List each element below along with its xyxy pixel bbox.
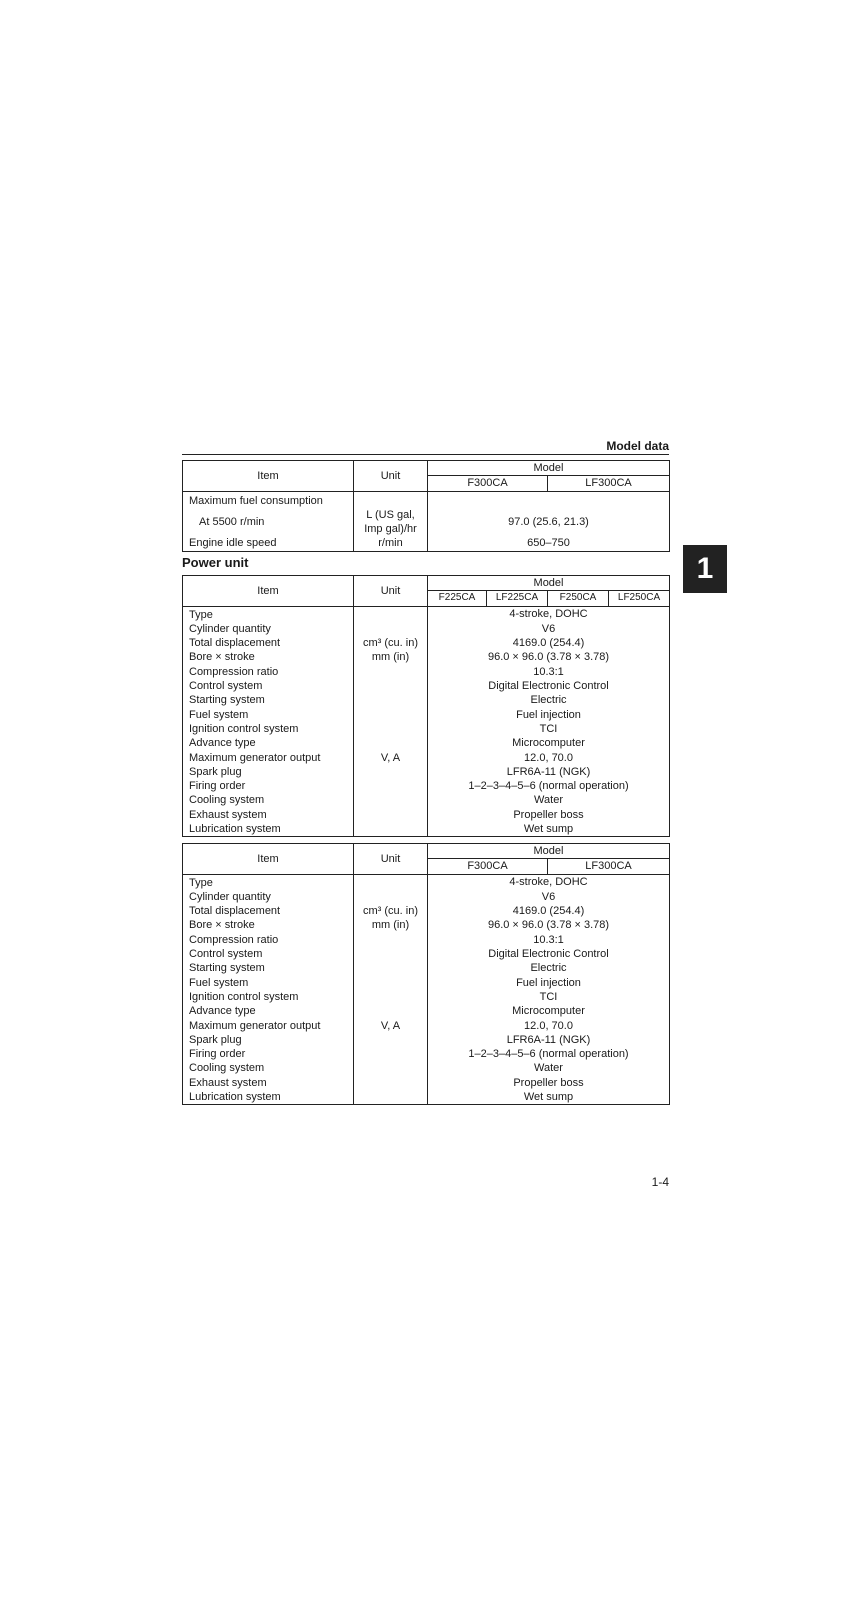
- value-cell: 10.3:1: [428, 933, 670, 947]
- column-header-model: Model: [428, 461, 670, 476]
- column-header-unit: Unit: [354, 844, 428, 875]
- unit-cell: [354, 679, 428, 693]
- table-row: [183, 650, 670, 664]
- table-row: [183, 1019, 670, 1033]
- item-cell: Ignition control system: [183, 722, 354, 736]
- table-row: [183, 665, 670, 679]
- item-cell: Type: [183, 874, 354, 890]
- item-cell: Total displacement: [183, 636, 354, 650]
- table-row: [183, 751, 670, 765]
- table-row: [183, 1061, 670, 1075]
- item-cell: Starting system: [183, 961, 354, 975]
- page-number: 1-4: [651, 1175, 669, 1189]
- model-name: LF300CA: [548, 859, 670, 874]
- power-unit-table-b: [182, 843, 670, 1105]
- item-cell: Firing order: [183, 1047, 354, 1061]
- unit-cell: cm³ (cu. in): [354, 636, 428, 650]
- value-cell: Fuel injection: [428, 976, 670, 990]
- item-cell: Fuel system: [183, 708, 354, 722]
- table-header-row: [183, 844, 670, 859]
- unit-cell: mm (in): [354, 918, 428, 932]
- value-cell: 4169.0 (254.4): [428, 636, 670, 650]
- model-name: F300CA: [428, 859, 548, 874]
- item-cell: Engine idle speed: [183, 536, 354, 551]
- item-cell: Bore × stroke: [183, 918, 354, 932]
- item-cell: Spark plug: [183, 765, 354, 779]
- item-cell: Lubrication system: [183, 1090, 354, 1105]
- value-cell: Wet sump: [428, 1090, 670, 1105]
- column-header-model: Model: [428, 576, 670, 591]
- item-cell: Compression ratio: [183, 665, 354, 679]
- table-row: [183, 890, 670, 904]
- model-name: LF250CA: [609, 591, 670, 606]
- table-row: [183, 736, 670, 750]
- unit-cell: [354, 708, 428, 722]
- value-cell: Wet sump: [428, 822, 670, 837]
- item-cell: Maximum generator output: [183, 1019, 354, 1033]
- item-cell: Spark plug: [183, 1033, 354, 1047]
- item-cell: Cylinder quantity: [183, 890, 354, 904]
- value-cell: V6: [428, 622, 670, 636]
- item-cell: Cooling system: [183, 793, 354, 807]
- table-row: [183, 508, 670, 537]
- value-cell: 96.0 × 96.0 (3.78 × 3.78): [428, 918, 670, 932]
- item-cell: Type: [183, 606, 354, 622]
- table-row: [183, 990, 670, 1004]
- table-row: [183, 779, 670, 793]
- model-name: F225CA: [428, 591, 487, 606]
- table-row: [183, 536, 670, 551]
- section-title: Model data: [606, 439, 669, 453]
- unit-cell: [354, 722, 428, 736]
- unit-cell: [354, 508, 428, 537]
- item-cell: Exhaust system: [183, 1076, 354, 1090]
- unit-cell: [354, 779, 428, 793]
- chapter-tab: 1: [683, 545, 727, 593]
- value-cell: Electric: [428, 693, 670, 707]
- unit-cell: [354, 947, 428, 961]
- column-header-item: Item: [183, 576, 354, 607]
- item-cell: Maximum fuel consumption: [183, 491, 354, 508]
- unit-cell: [354, 961, 428, 975]
- table-row: [183, 622, 670, 636]
- value-cell: 97.0 (25.6, 21.3): [428, 508, 670, 537]
- table-row: [183, 491, 670, 508]
- value-cell: Fuel injection: [428, 708, 670, 722]
- item-cell: Maximum generator output: [183, 751, 354, 765]
- table-row: [183, 1076, 670, 1090]
- table-row: [183, 679, 670, 693]
- item-cell: Lubrication system: [183, 822, 354, 837]
- value-cell: 650–750: [428, 536, 670, 551]
- value-cell: Electric: [428, 961, 670, 975]
- value-cell: Microcomputer: [428, 1004, 670, 1018]
- unit-cell: [354, 622, 428, 636]
- table-row: [183, 874, 670, 890]
- power-unit-title: Power unit: [182, 555, 249, 570]
- item-cell: Bore × stroke: [183, 650, 354, 664]
- unit-cell: [354, 693, 428, 707]
- table-row: [183, 822, 670, 837]
- unit-cell: [354, 990, 428, 1004]
- item-cell: Firing order: [183, 779, 354, 793]
- item-cell: Ignition control system: [183, 990, 354, 1004]
- item-cell: Total displacement: [183, 904, 354, 918]
- table-header-row: [183, 461, 670, 476]
- table-header-row: [183, 576, 670, 591]
- unit-cell: [354, 1061, 428, 1075]
- table-row: [183, 918, 670, 932]
- table-row: [183, 961, 670, 975]
- table-row: [183, 1033, 670, 1047]
- value-cell: 1–2–3–4–5–6 (normal operation): [428, 1047, 670, 1061]
- unit-cell: cm³ (cu. in): [354, 904, 428, 918]
- value-cell: 4-stroke, DOHC: [428, 606, 670, 622]
- value-cell: Water: [428, 793, 670, 807]
- value-cell: 12.0, 70.0: [428, 751, 670, 765]
- model-name: LF225CA: [487, 591, 548, 606]
- value-cell: TCI: [428, 990, 670, 1004]
- value-cell: [428, 491, 670, 508]
- unit-cell: [354, 793, 428, 807]
- item-cell: Control system: [183, 679, 354, 693]
- item-cell: Fuel system: [183, 976, 354, 990]
- unit-cell: [354, 976, 428, 990]
- table-row: [183, 636, 670, 650]
- table-row: [183, 933, 670, 947]
- table-row: [183, 1004, 670, 1018]
- value-cell: 1–2–3–4–5–6 (normal operation): [428, 779, 670, 793]
- unit-cell: V, A: [354, 1019, 428, 1033]
- table-row: [183, 1090, 670, 1105]
- table-row: [183, 708, 670, 722]
- unit-cell: [354, 1004, 428, 1018]
- unit-cell: [354, 665, 428, 679]
- model-name: LF300CA: [548, 476, 670, 491]
- table-row: [183, 765, 670, 779]
- value-cell: 4-stroke, DOHC: [428, 874, 670, 890]
- table-row: [183, 976, 670, 990]
- table-row: [183, 722, 670, 736]
- table-row: [183, 793, 670, 807]
- value-cell: TCI: [428, 722, 670, 736]
- unit-line: L (US gal,: [366, 508, 415, 521]
- unit-cell: [354, 890, 428, 904]
- unit-cell: V, A: [354, 751, 428, 765]
- table-row: [183, 808, 670, 822]
- table-row: [183, 606, 670, 622]
- column-header-unit: Unit: [354, 576, 428, 607]
- section-header: [182, 438, 669, 455]
- item-cell: Starting system: [183, 693, 354, 707]
- unit-cell: [354, 606, 428, 622]
- column-header-unit: Unit: [354, 461, 428, 492]
- value-cell: Propeller boss: [428, 808, 670, 822]
- value-cell: LFR6A-11 (NGK): [428, 765, 670, 779]
- item-cell: Cooling system: [183, 1061, 354, 1075]
- value-cell: LFR6A-11 (NGK): [428, 1033, 670, 1047]
- unit-line: Imp gal)/hr: [364, 523, 417, 536]
- column-header-item: Item: [183, 461, 354, 492]
- table-row: [183, 904, 670, 918]
- value-cell: 96.0 × 96.0 (3.78 × 3.78): [428, 650, 670, 664]
- unit-cell: [354, 765, 428, 779]
- value-cell: Water: [428, 1061, 670, 1075]
- item-cell: At 5500 r/min: [183, 508, 354, 537]
- power-unit-table-a: [182, 575, 670, 837]
- column-header-item: Item: [183, 844, 354, 875]
- unit-cell: [354, 874, 428, 890]
- value-cell: Digital Electronic Control: [428, 679, 670, 693]
- table-row: [183, 1047, 670, 1061]
- unit-cell: [354, 822, 428, 837]
- unit-cell: [354, 808, 428, 822]
- item-cell: Compression ratio: [183, 933, 354, 947]
- unit-cell: [354, 1033, 428, 1047]
- unit-cell: mm (in): [354, 650, 428, 664]
- item-cell: Control system: [183, 947, 354, 961]
- table-row: [183, 693, 670, 707]
- value-cell: Digital Electronic Control: [428, 947, 670, 961]
- unit-cell: [354, 736, 428, 750]
- item-cell: Advance type: [183, 1004, 354, 1018]
- value-cell: 10.3:1: [428, 665, 670, 679]
- unit-cell: [354, 1047, 428, 1061]
- value-cell: 12.0, 70.0: [428, 1019, 670, 1033]
- item-cell: Exhaust system: [183, 808, 354, 822]
- unit-cell: [354, 491, 428, 508]
- model-name: F250CA: [548, 591, 609, 606]
- item-cell: Advance type: [183, 736, 354, 750]
- value-cell: 4169.0 (254.4): [428, 904, 670, 918]
- fuel-spec-table: [182, 460, 670, 552]
- value-cell: Propeller boss: [428, 1076, 670, 1090]
- unit-cell: [354, 1090, 428, 1105]
- unit-cell: [354, 933, 428, 947]
- unit-cell: [354, 1076, 428, 1090]
- value-cell: V6: [428, 890, 670, 904]
- table-row: [183, 947, 670, 961]
- item-cell: Cylinder quantity: [183, 622, 354, 636]
- model-name: F300CA: [428, 476, 548, 491]
- column-header-model: Model: [428, 844, 670, 859]
- unit-cell: r/min: [354, 536, 428, 551]
- value-cell: Microcomputer: [428, 736, 670, 750]
